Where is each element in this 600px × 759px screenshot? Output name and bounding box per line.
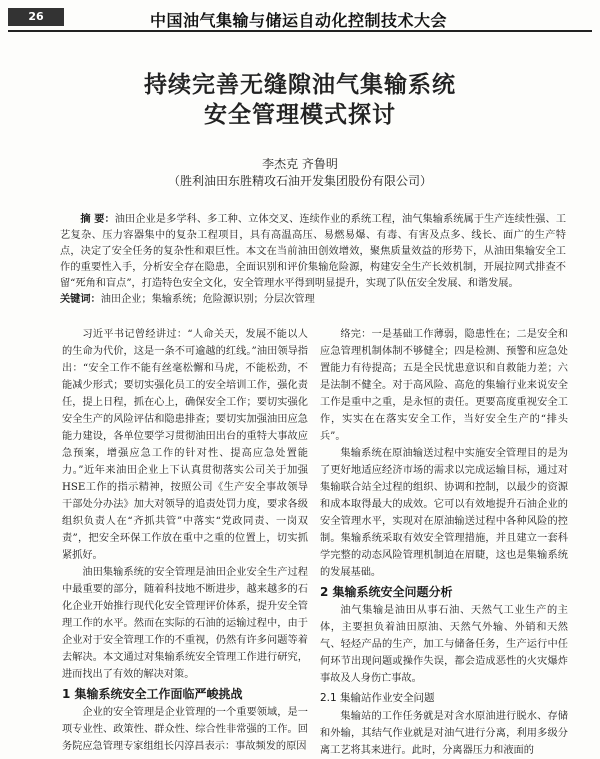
keywords-label: 关键词：	[60, 294, 101, 305]
journal-title: 中国油气集输与储运自动化控制技术大会	[150, 11, 448, 30]
body-column-left	[62, 326, 308, 755]
article-title-line1: 持续完善无缝隙油气集输系统	[144, 72, 456, 98]
body-column-right	[320, 326, 568, 759]
body-paragraph: 集输站的工作任务就是对含水原油进行脱水、存储和外输，其结气作业就是对油气进行分离，利用多级分离工艺将其来进行。此时，分离器压力和液面的	[320, 711, 568, 756]
abstract	[60, 212, 566, 292]
body-paragraph: 油田集输系统的安全管理是油田企业安全生产过程中最重要的部分，随着科技地不断进步，越来越多的石化企业开始推行现代化安全管理评价体系，提升安全管理工作的水平。然而在实际的石油的运输过程中，由于企业对于安全管理工作的不重视，仍然有许多问题等着去解决。本文通过对集输系统安全管理工作进行研究，进而找出了有效的解决对策。	[62, 567, 308, 680]
authors: 李杰克 齐鲁明	[262, 157, 338, 171]
header-rule	[8, 30, 592, 32]
affiliation: （胜利油田东胜精攻石油开发集团股份有限公司）	[167, 174, 432, 188]
body-paragraph: 集输系统在原油输送过程中实施安全管理目的是为了更好地适应经济市场的需求以完成运输目标，通过对集输联合站全过程的组织、协调和控制，以最少的资源和成本取得最大的成效。它可以有效地提升石油企业的安全管理水平，实现对在原油输送过程中各种风险的控制。集输系统采取有效安全管理措施，并且建立一套科学完整的动态风险管理机制迫在眉睫，这也是集输系统的发展基础。	[320, 448, 568, 578]
page-header	[0, 0, 600, 40]
keywords-text: 油田企业；集输系统；危险源识别；分层次管理	[100, 294, 315, 305]
page-number: 26	[8, 8, 64, 26]
body-paragraph: 企业的安全管理是企业管理的一个重要领域，是一项专业性、政策性、群众性、综合性非常强的工作。回务院应急管理专家组组长闪淳昌表示：事故频发的原因	[62, 707, 308, 752]
section-heading-1: 1 集输系统安全工作面临严峻挑战	[62, 687, 243, 701]
body-paragraph: 油气集输是油田从事石油、天然气工业生产的主体，主要担负着油田原油、天然气外输、外销和天然气、轻烃产品的生产，加工与储备任务，生产运行中任何环节出现问题或操作失误，都会造成恶性的火灾爆炸事故及人身伤亡事故。	[320, 605, 568, 684]
abstract-text: 油田企业是多学科、多工种、立体交叉、连续作业的系统工程，油气集输系统属于生产连续性强、工艺复杂、压力容器集中的复杂工程项目，具有高温高压、易燃易爆、有毒、有害及点多、线长、面广的生产特点，决定了安全任务的复杂性和艰巨性。本文在当前油田创效增效，聚焦质量效益的形势下，从油田集输安全工作的重要性入手，分析安全存在隐患，全面识别和评价集输危险源，构建安全生产长效机制，开展拉网式排查不留“死角和盲点”，打造特色安全文化，安全管理水平得到明显提升，实现了队伍安全发展、和谐发展。	[60, 214, 566, 289]
abstract-label: 摘 要：	[80, 214, 115, 225]
body-paragraph: 习近平书记曾经讲过：“人命关天，发展不能以人的生命为代价，这是一条不可逾越的红线。”油田领导指出：“安全工作不能有丝毫松懈和马虎，不能松劲，不能减少形式；要切实强化员工的安全培训工作，强化责任，提上日程，抓在心上，确保安全工作；要切实强化安全生产的风险评估和隐患排查；要切实加强油田应急能力建设，各单位要学习贯彻油田出台的重特大事故应急预案，增强应急工作的针对性、提高应急处置能力。”近年来油田企业上下认真贯彻落实公司关于加强HSE工作的指示精神，按照公司《生产安全事故领导干部处分办法》加大对领导的追责处罚力度，要求各级组织负责人在“齐抓共管”中落实“党政同责、一岗双责”，把安全环保工作放在重中之重的位置上，切实抓紧抓好。	[62, 329, 308, 561]
article-title-line2: 安全管理模式探讨	[204, 102, 396, 128]
body-paragraph: 络完：一是基础工作薄弱，隐患性在；二是安全和应急管理机制体制不够健全；四是检测、预警和应急处置能力有待提高；五是全民忧患意识和自救能力差；六是法制不健全。对于高风险、高危的集输行业来说安全工作是重中之重，是永恒的责任。更要高度重视安全工作，实实在在落实安全工作，当好安全生产的“排头兵”。	[320, 329, 568, 442]
keywords	[60, 292, 566, 308]
subsection-heading-2-1: 2.1 集输站作业安全问题	[320, 692, 435, 704]
section-heading-2: 2 集输系统安全问题分析	[320, 585, 453, 599]
